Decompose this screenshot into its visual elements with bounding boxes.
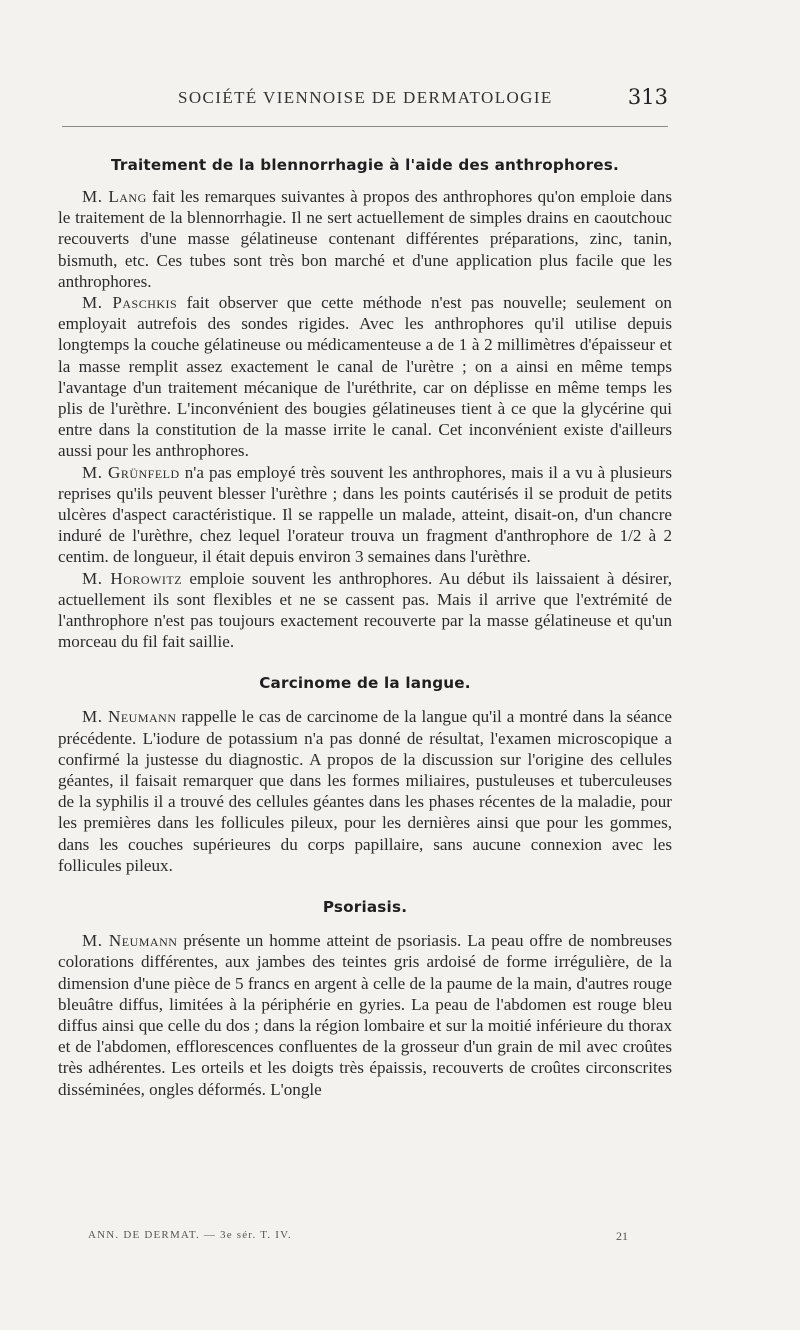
paragraph-text: fait les remarques suivantes à propos des anthrophores qu'on emploie dans le traitement de la blennorrhagie. Il ne sert actuellement de simples drains en caoutchouc recouverts d'une masse gélatineuse contenant différentes préparations, zinc, tanin, bismuth, etc. Ces tubes sont très bon marché et d'une application plus facile que les anthrophores. — [58, 187, 672, 291]
paragraph-neumann-psoriasis — [58, 930, 672, 1100]
paragraph-lang — [58, 186, 672, 292]
speaker-name: M. Paschkis — [82, 293, 178, 313]
paragraph-grunfeld — [58, 462, 672, 568]
speaker-name: M. Neumann — [82, 707, 177, 727]
paragraph-text: emploie souvent les anthrophores. Au début ils laissaient à désirer, actuellement ils sont flexibles et ne se cassent pas. Mais il arrive que l'extrémité de l'anthrophore n'est pas toujours exactement recouverte par la masse gélatineuse et qu'un morceau du fil fait saillie. — [58, 568, 672, 652]
paragraph-horowitz — [58, 568, 672, 653]
section-title-psoriasis: Psoriasis. — [322, 898, 408, 917]
paragraph-text: rappelle le cas de carcinome de la langue qu'il a montré dans la séance précédente. L'iodure de potassium n'a pas donné de résultat, l'examen microscopique a confirmé la justesse du diagnostic. A propos de la discussion sur l'origine des cellules géantes, il faisait remarquer que dans les formes miliaires, pustuleuses et tuberculeuses de la syphilis il a trouvé des cellules géantes dans les phases récentes de la maladie, pour les premières dans les follicules pileux, pour les dernières ainsi que pour les gommes, dans les couches supérieures du corps papillaire, sans aucune connexion avec les follicules pileux. — [58, 707, 673, 875]
paragraph-neumann-carcinome — [58, 706, 672, 876]
header-rule — [62, 126, 668, 127]
paragraph-text: n'a pas employé très souvent les anthrophores, mais il a vu à plusieurs reprises qu'ils peuvent blesser l'urèthre ; dans les points cautérisés il se produit de petits ulcères d'aspect caractéristique. Il se rappelle un malade, atteint, disait-on, d'un chancre induré de l'urèthre, chez lequel l'orateur trouva un fragment d'anthrophore de 1/2 à 2 centim. de longueur, il était depuis environ 3 semaines dans l'urèthre. — [58, 462, 672, 567]
page-number: 313 — [627, 85, 668, 109]
speaker-name: M. Neumann — [82, 931, 178, 951]
page-footer — [88, 1229, 628, 1247]
footer-citation: ANN. DE DERMAT. — 3e sér. T. IV. — [88, 1229, 292, 1241]
speaker-name: M. Lang — [82, 187, 147, 206]
signature-number: 21 — [616, 1229, 628, 1243]
running-title: SOCIÉTÉ VIENNOISE DE DERMATOLOGIE — [178, 88, 553, 107]
page-body — [58, 150, 672, 1100]
section-title-anthrophores: Traitement de la blennorrhagie à l'aide des anthrophores. — [110, 156, 619, 174]
speaker-name: M. Grünfeld — [82, 462, 180, 482]
paragraph-paschkis — [58, 292, 672, 462]
paragraph-text: fait observer que cette méthode n'est pas nouvelle; seulement on employait autrefois des sondes rigides. Avec les anthrophores qu'il utilise depuis longtemps la couche gélatineuse ou médicamenteuse a de 1 à 2 millimètres d'épaisseur et la masse remplit assez exactement le canal de l'urètre ; on a ainsi en même temps l'avantage d'un traitement mécanique de l'uréthrite, car on déplisse en même temps les plis de l'urèthre. L'inconvénient des bougies gélatineuses tient à ce que la glycérine qui entre dans la constitution de la masse irrite le canal. Cet inconvénient existe d'ailleurs aussi pour les anthrophores. — [58, 293, 672, 461]
running-head — [60, 85, 670, 116]
speaker-name: M. Horowitz — [82, 568, 183, 588]
section-title-carcinome: Carcinome de la langue. — [259, 674, 471, 693]
paragraph-text: présente un homme atteint de psoriasis. La peau offre de nombreuses colorations différentes, aux jambes des teintes gris ardoisé de forme irrégulière, de la dimension d'une pièce de 5 francs en argent à celle de la paume de la main, d'autres rouge bleuâtre diffus, limitées à la périphérie en gyries. La peau de l'abdomen est rouge bleu diffus ainsi que celle du dos ; dans la région lombaire et sur la moitié inférieure du thorax et de l'abdomen, efflorescences confluentes de la grosseur d'un grain de mil avec croûtes très adhérentes. Les orteils et les doigts très épaissis, recouverts de croûtes circonscrites disséminées, ongles déformés. L'ongle — [58, 931, 672, 1099]
